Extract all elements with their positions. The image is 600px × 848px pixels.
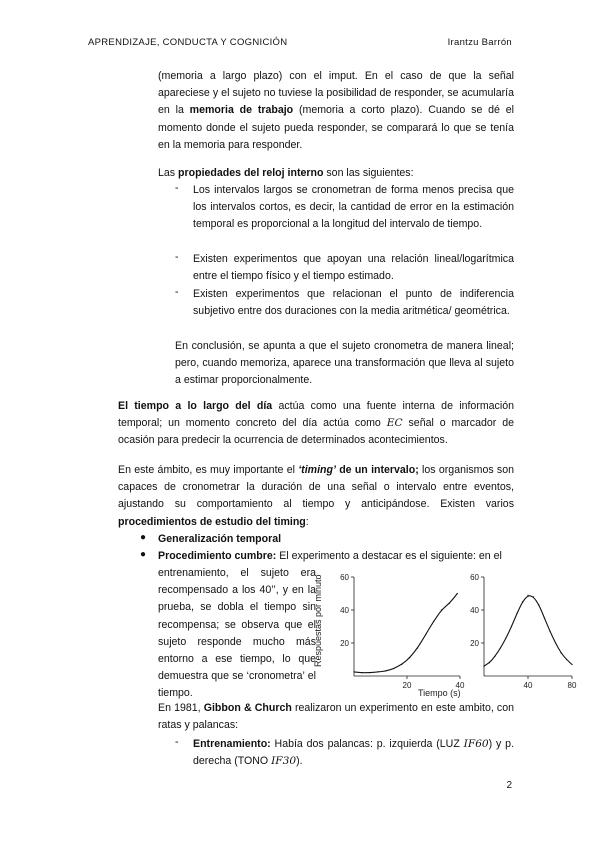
dash-marker: - <box>175 182 179 194</box>
data-point <box>483 666 484 667</box>
x-axis-label: Tiempo (s) <box>418 688 461 698</box>
chart-entrenamiento <box>313 573 465 690</box>
data-point <box>522 601 523 602</box>
x-tick-label: 20 <box>402 681 412 690</box>
cumbre-description: entrenamiento, el sujeto era recompensado a los 40’’, y en la prueba, se dobla el tiempo sin recompensa; se observa que el sujeto responde mucho más entorno a ese tiempo, lo que demuestra que se ‘cronometra’ el tiempo. <box>158 567 316 700</box>
x-tick-label: 80 <box>567 681 577 690</box>
dash-marker: - <box>175 286 179 298</box>
bullet-icon: ● <box>140 532 147 543</box>
data-point <box>516 613 517 614</box>
data-point <box>361 672 362 673</box>
bullet-icon: ● <box>140 549 147 560</box>
data-point <box>533 596 534 597</box>
data-point <box>393 668 394 669</box>
propiedad-item-3: Existen experimentos que relacionan el punto de indiferencia subjetivo entre dos duraciones con la media aritmética/ geométrica. <box>193 288 514 318</box>
data-point <box>457 593 458 594</box>
paragraph-memoria: (memoria a largo plazo) con el imput. En el caso de que la señal apareciese y el sujeto no tuviese la posibilidad de responder, se acumularía en la memoria de trabajo (memoria a corto plazo). Cuando se dé el momento donde el sujeto pueda responder, se comparará lo que se tenía en la memoria para responder. <box>158 70 514 151</box>
data-point <box>566 659 567 660</box>
x-tick-label: 40 <box>455 681 465 690</box>
page-number: 2 <box>506 780 512 791</box>
data-point <box>409 657 410 658</box>
data-point <box>489 662 490 663</box>
paragraph-tiempo-dia: El tiempo a lo largo del día actúa como una fuente interna de información temporal; un momento concreto del día actúa como EC señal o marcador de ocasión para predecir la ocurrencia de determinados acontecimientos. <box>118 400 514 447</box>
x-tick-label: 40 <box>523 681 533 690</box>
data-point <box>505 637 506 638</box>
dash-marker: - <box>175 251 179 263</box>
data-point <box>425 634 426 635</box>
bullet-generalizacion: Generalización temporal <box>158 533 282 545</box>
paragraph-timing: En este ámbito, es muy importante el ‘timing’ de un intervalo; los organismos son capaces de cronometrar la duración de una señal o intervalo entre eventos, ajustando su comportamiento al tiempo y anticipándose. Existen varios procedimientos de estudio del timing: <box>118 464 515 528</box>
y-tick-label: 20 <box>340 639 349 648</box>
data-point <box>571 664 572 665</box>
propiedad-item-1: Los intervalos largos se cronometran de forma menos precisa que los intervalos cortos, es decir, la cantidad de error en la estimación temporal es proporcional a la longitud del intervalo de tiempo. <box>193 184 514 231</box>
y-axis-label: Respuestas por minuto <box>313 574 323 667</box>
propiedad-item-2: Existen experimentos que apoyan una relación lineal/logarítmica entre el tiempo físico y el tiempo estimado. <box>193 253 514 283</box>
chart-prueba <box>418 573 577 698</box>
y-tick-label: 60 <box>470 573 479 582</box>
data-point <box>385 670 386 671</box>
conclusion-paragraph: En conclusión, se apunta a que el sujeto cronometra de manera lineal; pero, cuando memoriza, aparece una transformación que lleva al sujeto a estimar proporcionalmente. <box>175 340 514 387</box>
entrenamiento-item: Entrenamiento: Había dos palancas: p. izquierda (LUZ IF60) y p. derecha (TONO IF30). <box>193 738 515 768</box>
series-line <box>484 596 572 666</box>
series-line <box>354 594 457 673</box>
data-point <box>544 618 545 619</box>
data-point <box>353 671 354 672</box>
paragraph-gibbon-church: En 1981, Gibbon & Church realizaron un experimento en este ambito, con ratas y palancas: <box>158 702 514 732</box>
data-point <box>417 647 418 648</box>
data-point <box>549 631 550 632</box>
bullet-procedimiento-cumbre: Procedimiento cumbre: El experimento a destacar es el siguiente: en el <box>158 550 502 562</box>
running-header-title: APRENDIZAJE, CONDUCTA Y COGNICIÓN <box>88 37 288 48</box>
data-point <box>441 609 442 610</box>
data-point <box>369 672 370 673</box>
data-point <box>401 664 402 665</box>
data-point <box>500 647 501 648</box>
running-header-author: Irantzu Barrón <box>447 37 512 48</box>
propiedades-intro: Las propiedades del reloj interno son las siguientes: <box>158 167 414 179</box>
data-point <box>494 656 495 657</box>
y-tick-label: 40 <box>470 606 479 615</box>
data-point <box>377 671 378 672</box>
y-tick-label: 20 <box>470 639 479 648</box>
response-rate-charts <box>310 567 580 699</box>
dash-marker: - <box>175 736 179 748</box>
data-point <box>527 595 528 596</box>
data-point <box>433 621 434 622</box>
data-point <box>511 626 512 627</box>
data-point <box>538 604 539 605</box>
data-point <box>560 652 561 653</box>
y-tick-label: 60 <box>340 573 349 582</box>
y-tick-label: 40 <box>340 606 349 615</box>
data-point <box>449 603 450 604</box>
data-point <box>555 642 556 643</box>
